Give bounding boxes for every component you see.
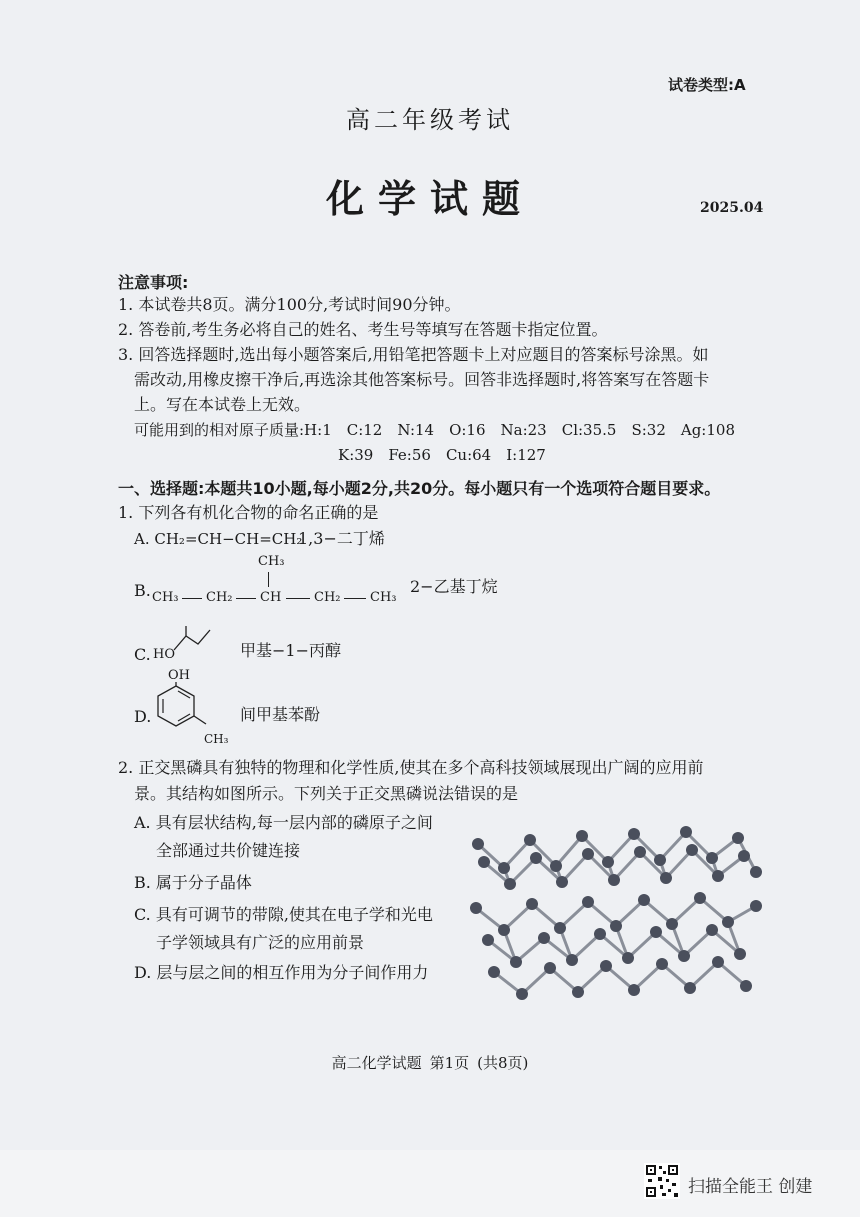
subject-title: 化学试题: [325, 176, 534, 221]
section-title: 一、选择题:本题共10小题,每小题2分,共20分。每小题只有一个选项符合题目要求。: [118, 479, 721, 498]
notice-title: 注意事项:: [118, 273, 189, 292]
notice-item: 1. 本试卷共8页。满分100分,考试时间90分钟。: [118, 295, 461, 314]
notice-item: 2. 答卷前,考生务必将自己的姓名、考生号等填写在答题卡指定位置。: [118, 320, 608, 339]
atomic-mass-line: 可能用到的相对原子质量:H:1 C:12 N:14 O:16 Na:23 Cl:35.5 S:32 Ag:108: [134, 421, 735, 439]
scanner-watermark: 扫描全能王 创建: [688, 1177, 813, 1197]
question-stem: 景。其结构如图所示。下列关于正交黑磷说法错误的是: [134, 784, 519, 803]
option-c: C. 具有可调节的带隙,使其在电子学和光电: [134, 905, 433, 924]
footer-page-number: 第1页: [429, 1054, 470, 1072]
option-c-letter: C.: [134, 645, 151, 664]
notice-item: 上。写在本试卷上无效。: [134, 395, 311, 414]
option-c-name: 甲基−1−丙醇: [240, 641, 341, 660]
option-b-branch: CH₃: [258, 554, 285, 569]
footer-total-pages: (共8页): [477, 1054, 529, 1072]
notice-item: 需改动,用橡皮擦干净后,再选涂其他答案标号。回答非选择题时,将答案写在答题卡: [134, 370, 710, 389]
option-d-letter: D.: [134, 707, 152, 726]
bond-line: [182, 598, 202, 599]
bond-line: [236, 598, 256, 599]
footer-title: 高二化学试题: [331, 1054, 422, 1072]
option-a-formula: A. CH₂=CH−CH=CH₂: [134, 530, 303, 548]
option-c-skeleton: [170, 626, 214, 654]
qr-code-icon: [644, 1163, 680, 1199]
option-a-name: 1,3−二丁烯: [298, 529, 385, 548]
option-a: A. 具有层状结构,每一层内部的磷原子之间: [134, 813, 433, 832]
option-b-group: CH₃: [370, 590, 397, 605]
atomic-mass-line: K:39 Fe:56 Cu:64 I:127: [338, 446, 546, 464]
option-a: 全部通过共价键连接: [156, 841, 301, 860]
option-b-letter: B.: [134, 581, 151, 600]
option-b-group: CH₃: [152, 590, 179, 605]
black-phosphorus-structure-image: [464, 822, 764, 1006]
notice-item: 3. 回答选择题时,选出每小题答案后,用铅笔把答题卡上对应题目的答案标号涂黑。如: [118, 345, 709, 364]
question-stem: 1. 下列各有机化合物的命名正确的是: [118, 503, 379, 522]
option-b: B. 属于分子晶体: [134, 873, 252, 892]
exam-date: 2025.04: [700, 200, 764, 216]
option-b-name: 2−乙基丁烷: [410, 577, 498, 596]
option-d: D. 层与层之间的相互作用为分子间作用力: [134, 963, 429, 982]
question-stem: 2. 正交黑磷具有独特的物理和化学性质,使其在多个高科技领域展现出广阔的应用前: [118, 758, 704, 777]
bond-line: [268, 572, 269, 587]
exam-title: 高二年级考试: [346, 106, 514, 134]
option-b-group: CH₂: [206, 590, 233, 605]
bond-line: [344, 598, 366, 599]
option-d-name: 间甲基苯酚: [240, 705, 321, 724]
page-footer: [0, 1052, 860, 1073]
option-c-ho: HO: [153, 647, 175, 662]
paper-type-label: 试卷类型:A: [668, 76, 746, 94]
option-d-ch3: CH₃: [204, 732, 229, 746]
option-b-group: CH₂: [314, 590, 341, 605]
option-b-group: CH: [260, 590, 282, 605]
option-c: 子学领域具有广泛的应用前景: [156, 933, 365, 952]
bond-line: [286, 598, 310, 599]
option-d-oh: OH: [168, 668, 190, 683]
